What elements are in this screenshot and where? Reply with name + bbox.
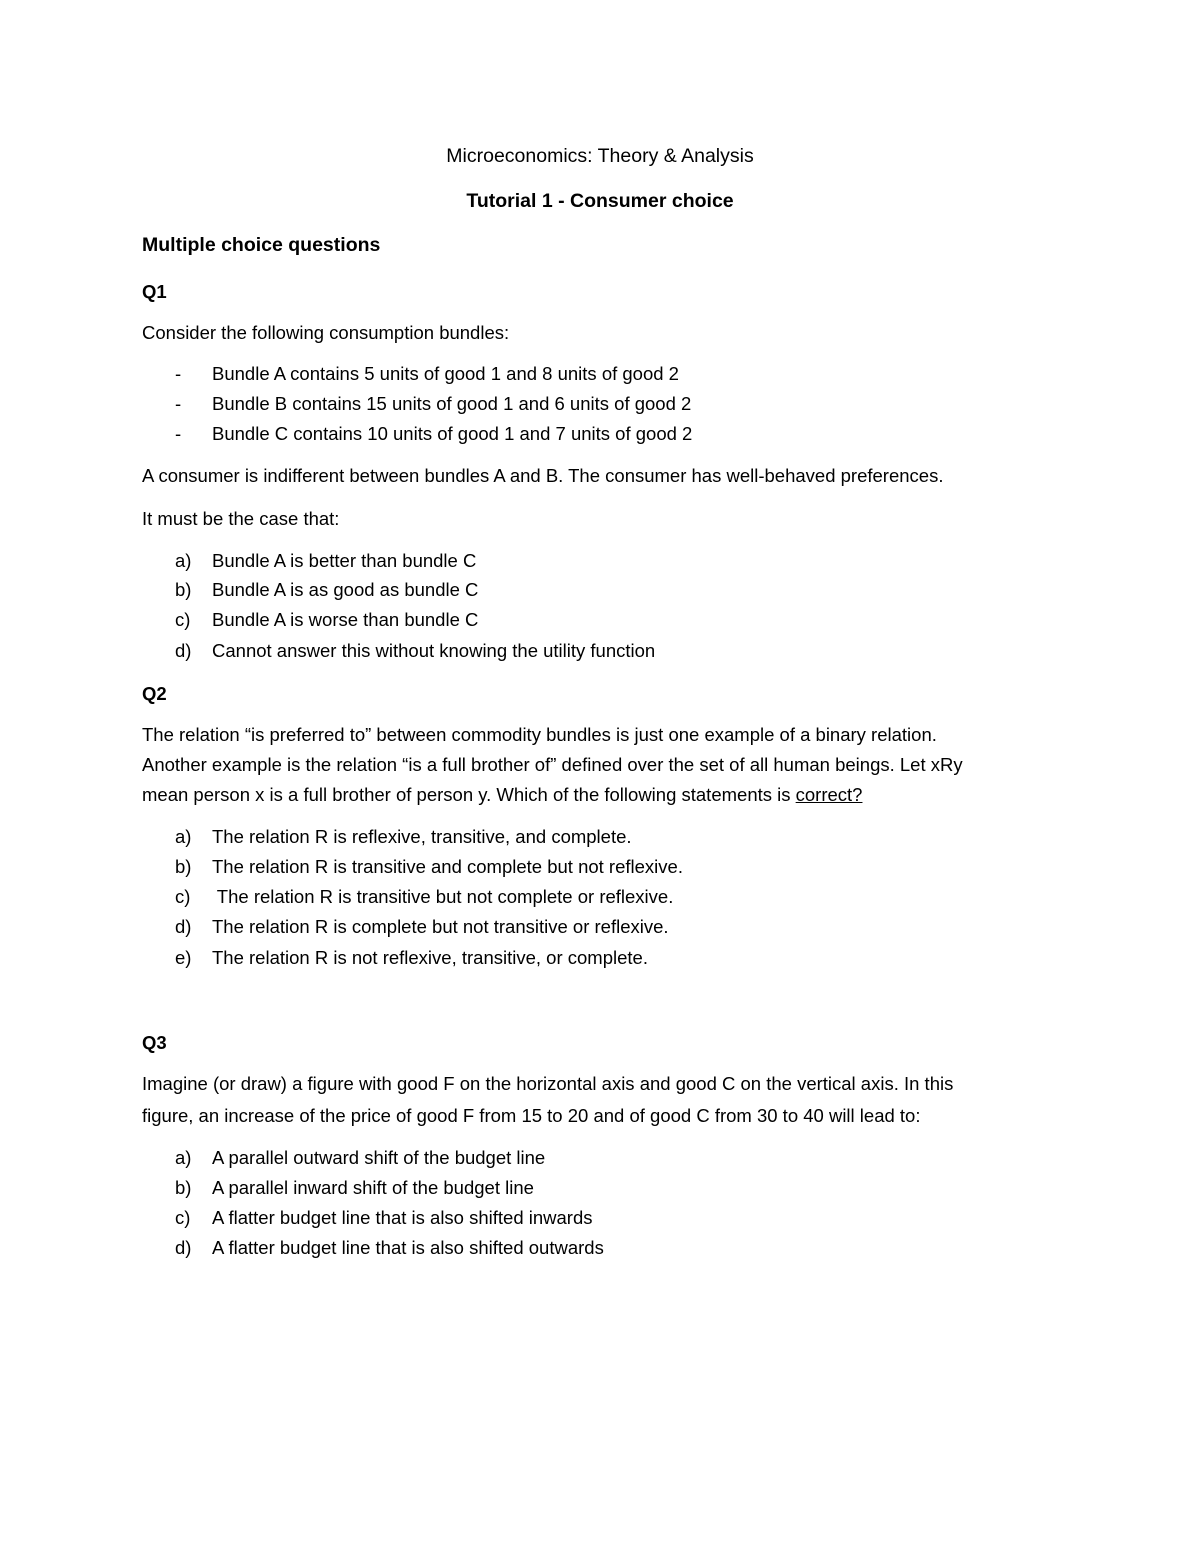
q2-text-line-last xyxy=(142,786,862,805)
q1-option-label: a) xyxy=(175,550,192,571)
section-heading: Multiple choice questions xyxy=(142,234,381,256)
question-label-q3: Q3 xyxy=(142,1032,167,1053)
q3-text-line: figure, an increase of the price of good F from 15 to 20 and of good C from 30 to 40 will lead to: xyxy=(142,1105,921,1126)
q3-option-text: A flatter budget line that is also shifted inwards xyxy=(212,1207,593,1228)
q2-text-line: The relation “is preferred to” between commodity bundles is just one example of a binary relation. xyxy=(142,724,937,745)
q3-option-label: c) xyxy=(175,1207,191,1228)
question-label-q1: Q1 xyxy=(142,281,167,302)
q1-bullet-marker: - xyxy=(175,423,182,444)
q2-option-label: a) xyxy=(175,826,192,847)
q2-text-line: Another example is the relation “is a full brother of” defined over the set of all human beings. Let xRy xyxy=(142,754,963,775)
q1-option-text: Bundle A is as good as bundle C xyxy=(212,579,479,600)
question-label-q2: Q2 xyxy=(142,683,167,704)
q2-option-label: b) xyxy=(175,856,192,877)
q2-option-text: The relation R is not reflexive, transitive, or complete. xyxy=(212,947,648,968)
q1-bullet-text: Bundle B contains 15 units of good 1 and 6 units of good 2 xyxy=(212,393,692,414)
q1-bullet-text: Bundle C contains 10 units of good 1 and 7 units of good 2 xyxy=(212,423,693,444)
q2-option-text: The relation R is reflexive, transitive, and complete. xyxy=(212,826,632,847)
q1-bullet-marker: - xyxy=(175,363,182,384)
document-subtitle: Tutorial 1 - Consumer choice xyxy=(466,190,734,212)
q1-option-label: d) xyxy=(175,640,192,661)
q1-option-label: c) xyxy=(175,609,191,630)
q3-text-line: Imagine (or draw) a figure with good F on the horizontal axis and good C on the vertical axis. In this xyxy=(142,1073,954,1094)
q1-statement: A consumer is indifferent between bundles A and B. The consumer has well-behaved preferences. xyxy=(142,465,944,486)
q2-option-label: c) xyxy=(175,886,191,907)
q1-bullet-marker: - xyxy=(175,393,182,414)
q2-option-text: The relation R is transitive but not complete or reflexive. xyxy=(212,886,674,907)
q1-prompt: It must be the case that: xyxy=(142,508,340,529)
q3-option-text: A flatter budget line that is also shifted outwards xyxy=(212,1237,604,1258)
q2-option-text: The relation R is complete but not transitive or reflexive. xyxy=(212,916,669,937)
q3-option-label: a) xyxy=(175,1147,192,1168)
q1-option-text: Bundle A is worse than bundle C xyxy=(212,609,479,630)
q1-bullet-text: Bundle A contains 5 units of good 1 and 8 units of good 2 xyxy=(212,363,679,384)
q3-option-text: A parallel outward shift of the budget line xyxy=(212,1147,546,1168)
q1-option-text: Bundle A is better than bundle C xyxy=(212,550,477,571)
q1-option-text: Cannot answer this without knowing the utility function xyxy=(212,640,656,661)
q2-text-emphasis: correct? xyxy=(795,784,863,805)
q3-option-label: d) xyxy=(175,1237,192,1258)
q1-option-label: b) xyxy=(175,579,192,600)
q1-intro: Consider the following consumption bundles: xyxy=(142,322,510,343)
q3-option-text: A parallel inward shift of the budget line xyxy=(212,1177,534,1198)
q2-option-label: d) xyxy=(175,916,192,937)
q2-option-label: e) xyxy=(175,947,192,968)
document-title: Microeconomics: Theory & Analysis xyxy=(446,145,754,167)
q2-option-text: The relation R is transitive and complete but not reflexive. xyxy=(212,856,683,877)
q2-text-prefix: mean person x is a full brother of person y. Which of the following statements is xyxy=(142,784,796,805)
q3-option-label: b) xyxy=(175,1177,192,1198)
